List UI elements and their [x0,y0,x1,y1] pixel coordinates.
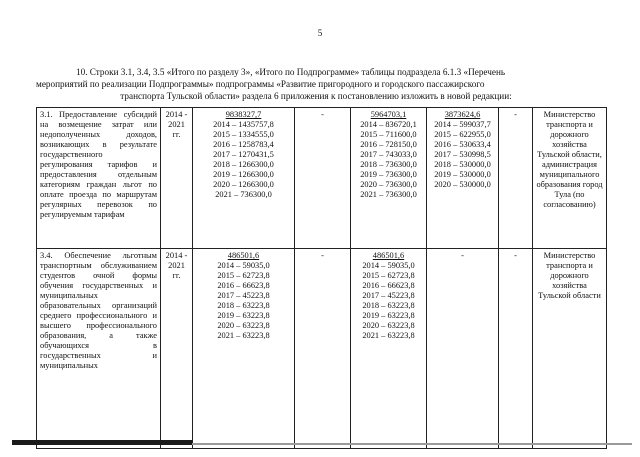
measures-table [36,107,607,449]
regional-budget-cell [351,249,427,449]
table-row [37,108,607,249]
heading-line-3: транспорта Тульской области» раздела 6 приложения к постановлению изложить в новой редакции: [120,91,512,101]
year-value: 2017 – 743033,0 [360,150,417,159]
page-number: 5 [317,28,323,38]
year-value: 2017 – 45223,8 [362,291,415,300]
year-value: 2021 – 63223,8 [362,331,415,340]
year-value: 2018 – 63223,8 [217,301,270,310]
year-value: 2015 – 711600,0 [360,130,417,139]
heading-line-1: 10. Строки 3.1, 3.4, 3.5 «Итого по разделу 3», «Итого по Подпрограмме» таблицы подраздела 6.1.3 «Перечень [76,67,506,77]
dash-cell: - [427,249,499,449]
year-value: 2017 – 530998,5 [434,150,491,159]
period-cell: 2014 - 2021 гг. [161,249,193,449]
executor-cell: Министерство транспорта и дорожного хозяйства Тульской области [533,249,607,449]
year-value: 2016 – 530633,4 [434,140,491,149]
regional-total: 5964703,1 [370,110,407,119]
year-value: 2020 – 530000,0 [434,180,491,189]
year-value: 2015 – 62723,8 [217,271,270,280]
year-value: 2015 – 622955,0 [434,130,491,139]
year-value: 2018 – 736300,0 [360,160,417,169]
year-value: 2020 – 63223,8 [362,321,415,330]
table-row [37,249,607,449]
year-value: 2019 – 63223,8 [217,311,270,320]
regional-budget-cell [351,108,427,249]
measure-name: 3.4. Обеспечение льготным транспортным обслуживанием студентов очной формы обучения государственных и муниципальных образовательных организаций среднего профессионального и высшего профессионального образования, а также обучающихся в государственных и муниципальных [37,249,161,449]
year-value: 2021 – 736300,0 [215,190,272,199]
scan-edge-line [192,443,632,445]
executor-cell: Министерство транспорта и дорожного хозяйства Тульской области, администрация муниципального образования город Тула (по согласованию) [533,108,607,249]
period-cell: 2014 - 2021 гг. [161,108,193,249]
year-value: 2020 – 1266300,0 [213,180,274,189]
municipal-total: 3873624,6 [444,110,481,119]
year-value: 2014 – 1435757,8 [213,120,274,129]
year-value: 2020 – 63223,8 [217,321,270,330]
year-value: 2019 – 1266300,0 [213,170,274,179]
funding-total-cell [193,108,295,249]
year-value: 2016 – 728150,0 [360,140,417,149]
funding-total: 9838327,7 [225,110,262,119]
year-value: 2014 – 599037,7 [434,120,491,129]
year-value: 2018 – 1266300,0 [213,160,274,169]
year-value: 2018 – 63223,8 [362,301,415,310]
funding-total: 486501,6 [227,251,260,260]
year-value: 2016 – 1258783,4 [213,140,274,149]
year-value: 2015 – 62723,8 [362,271,415,280]
year-value: 2019 – 530000,0 [434,170,491,179]
year-value: 2014 – 836720,1 [360,120,417,129]
dash-cell: - [499,108,533,249]
dash-cell: - [295,249,351,449]
year-value: 2021 – 736300,0 [360,190,417,199]
heading-line-2: мероприятий по реализации Подпрограммы» подпрограммы «Развитие пригородного и городского пассажирского [36,79,485,89]
measure-name: 3.1. Предоставление субсидий на возмещение затрат или недополученных доходов, возникающих в результате государственного регулирования тарифов и предоставления отдельным категориям граждан льгот по оплате проезда по маршрутам регулярных перевозок по регулируемым тарифам [37,108,161,249]
year-value: 2014 – 59035,0 [217,261,270,270]
year-value: 2016 – 66623,8 [217,281,270,290]
year-value: 2021 – 63223,8 [217,331,270,340]
year-value: 2020 – 736300,0 [360,180,417,189]
year-value: 2015 – 1334555,0 [213,130,274,139]
dash-cell: - [499,249,533,449]
year-value: 2014 – 59035,0 [362,261,415,270]
year-value: 2017 – 1270431,5 [213,150,274,159]
year-value: 2019 – 736300,0 [360,170,417,179]
funding-total-cell [193,249,295,449]
year-value: 2019 – 63223,8 [362,311,415,320]
amendment-heading [36,66,596,102]
municipal-budget-cell [427,108,499,249]
dash-cell: - [295,108,351,249]
year-value: 2018 – 530000,0 [434,160,491,169]
year-value: 2017 – 45223,8 [217,291,270,300]
regional-total: 486501,6 [372,251,405,260]
year-value: 2016 – 66623,8 [362,281,415,290]
scan-edge-dark [12,440,192,445]
